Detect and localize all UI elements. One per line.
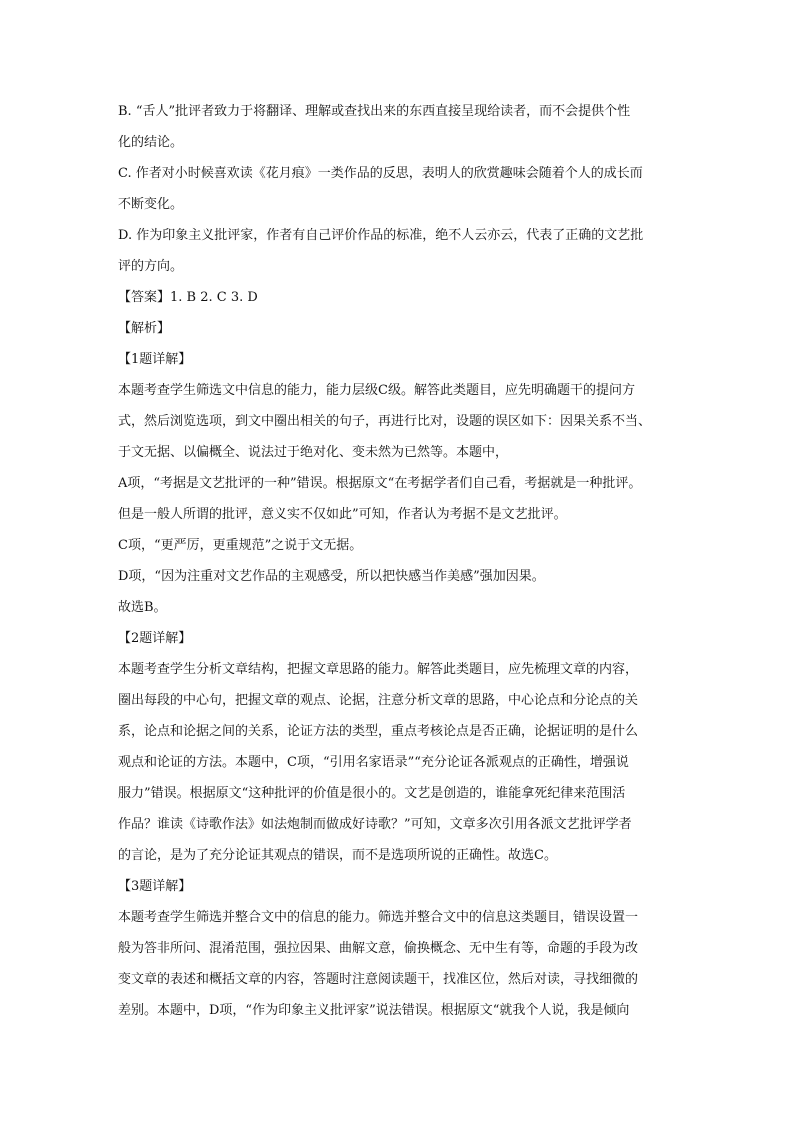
q1-option-c: C项，“更严厉，更重规范”之说于文无据。 [118,538,363,553]
answer-line: 【答案】1. B 2. C 3. D [118,290,258,305]
q1-option-a-line-1: A项，“考据是文艺批评的一种”错误。根据原文“在考据学者们自己看，考据就是一种批评。 [118,476,642,491]
q1-heading: 【1题详解】 [118,352,192,367]
option-b-line-2: 化的结论。 [118,135,184,150]
q2-heading: 【2题详解】 [118,631,192,646]
document-body [118,96,683,1026]
q1-text-line-3: 于文无据、以偏概全、说法过于绝对化、变未然为已然等。本题中， [118,445,509,460]
option-b-line-1: B. “舌人”批评者致力于将翻译、理解或查找出来的东西直接呈现给读者，而不会提供个性 [118,104,631,119]
q2-text-line-4: 观点和论证的方法。本题中，C项，“引用名家语录”“充分论证各派观点的正确性，增强说 [118,755,629,770]
q2-text-line-5: 服力”错误。根据原文“这种批评的价值是很小的。文艺是创造的，谁能拿死纪律来范围活 [118,786,626,801]
q3-heading: 【3题详解】 [118,879,192,894]
q2-text-line-2: 圈出每段的中心句，把握文章的观点、论据，注意分析文章的思路，中心论点和分论点的关 [118,693,639,708]
q3-text-line-1: 本题考查学生筛选并整合文中的信息的能力。筛选并整合文中的信息这类题目，错误设置一 [118,910,639,925]
q2-text-line-3: 系，论点和论据之间的关系，论证方法的类型，重点考核论点是否正确，论据证明的是什么 [118,724,639,739]
q3-text-line-4: 差别。本题中，D项，“作为印象主义批评家”说法错误。根据原文“就我个人说，我是倾向 [118,1003,630,1018]
q2-text-line-6: 作品？谁读《诗歌作法》如法炮制而做成好诗歌？”可知，文章多次引用各派文艺批评学者 [118,817,632,832]
q3-text-line-2: 般为答非所问、混淆范围，强拉因果、曲解文意，偷换概念、无中生有等，命题的手段为改 [118,941,639,956]
q1-conclusion: 故选B。 [118,600,167,615]
q2-text-line-1: 本题考查学生分析文章结构，把握文章思路的能力。解答此类题目，应先梳理文章的内容， [118,662,639,677]
q2-text-line-7: 的言论，是为了充分论证其观点的错误，而不是选项所说的正确性。故选C。 [118,848,557,863]
option-d-line-1: D. 作为印象主义批评家，作者有自己评价作品的标准，绝不人云亦云，代表了正确的文艺批 [118,228,644,243]
option-c-line-2: 不断变化。 [118,197,184,212]
option-d-line-2: 评的方向。 [118,259,184,274]
analysis-heading: 【解析】 [118,321,171,336]
option-c-line-1: C. 作者对小时候喜欢读《花月痕》一类作品的反思，表明人的欣赏趣味会随着个人的成长而 [118,166,643,181]
q3-text-line-3: 变文章的表述和概括文章的内容，答题时注意阅读题干，找准区位，然后对读，寻找细微的 [118,972,639,987]
q1-text-line-2: 式，然后浏览选项，到文中圈出相关的句子，再进行比对，设题的误区如下：因果关系不当、 [118,414,652,429]
q1-option-d: D项，“因为注重对文艺作品的主观感受，所以把快感当作美感”强加因果。 [118,569,545,584]
q1-option-a-line-2: 但是一般人所谓的批评，意义实不仅如此”可知，作者认为考据不是文艺批评。 [118,507,567,522]
q1-text-line-1: 本题考查学生筛选文中信息的能力，能力层级C级。解答此类题目，应先明确题干的提问方 [118,383,635,398]
